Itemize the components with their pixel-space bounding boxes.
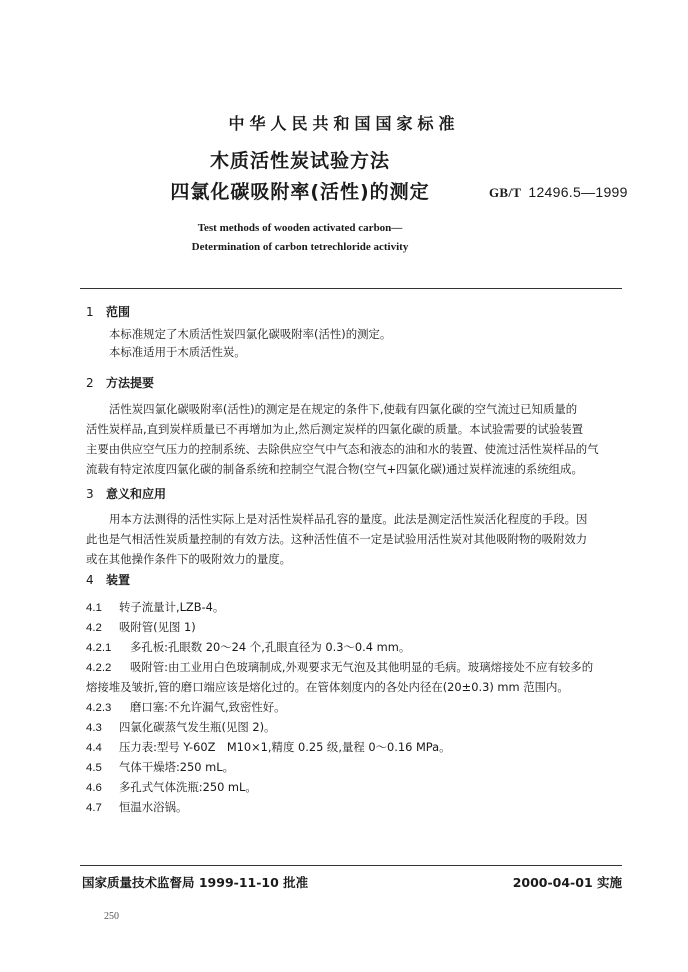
section-4-heading: [86, 571, 130, 588]
item-4-2: [86, 619, 196, 635]
section-number: 1: [86, 305, 94, 319]
section-title: 装置: [106, 573, 131, 587]
item-4-6: [86, 779, 257, 795]
item-text: 吸附管:由工业用白色玻璃制成,外观要求无气泡及其他明显的毛病。玻璃熔接处不应有较多的: [130, 660, 594, 674]
item-text: 吸附管(见图 1): [119, 620, 196, 634]
paragraph-line: 流载有特定浓度四氯化碳的制备系统和控制空气混合物(空气+四氯化碳)通过炭样流速的系统组成。: [86, 462, 583, 476]
section-number: 3: [86, 487, 94, 501]
item-number: 4.5: [86, 762, 102, 774]
item-text: 多孔式气体洗瓶:250 mL。: [119, 780, 257, 794]
item-text: 恒温水浴锅。: [119, 800, 188, 814]
standard-number: 12496.5—1999: [528, 184, 628, 200]
title-en-line1: Test methods of wooden activated carbon—: [197, 222, 403, 234]
item-number: 4.1: [86, 602, 102, 614]
item-text: 四氯化碳蒸气发生瓶(见图 2)。: [119, 720, 276, 734]
item-text: 转子流量计,LZB-4。: [119, 600, 225, 614]
item-4-2-3: [86, 699, 286, 715]
paragraph-line: 用本方法测得的活性实际上是对活性炭样品孔容的量度。此法是测定活性炭活化程度的手段。因: [109, 512, 588, 526]
header-divider: [80, 288, 622, 289]
item-number: 4.6: [86, 782, 102, 794]
section-2-body: [86, 399, 622, 479]
paragraph-line: 此也是气相活性炭质量控制的有效方法。这种活性值不一定是试验用活性炭对其他吸附物的吸附效力: [86, 532, 588, 546]
item-text: 压力表:型号 Y-60Z M10×1,精度 0.25 级,量程 0～0.16 MPa。: [119, 740, 451, 754]
item-number: 4.2.3: [86, 702, 112, 714]
paragraph-line: 活性炭样品,直到炭样质量已不再增加为止,然后测定炭样的四氯化碳的质量。本试验需要的试验装置: [86, 422, 584, 436]
standard-prefix: GB/T: [489, 185, 522, 200]
item-number: 4.3: [86, 722, 102, 734]
item-4-2-2: [86, 659, 593, 675]
item-number: 4.2: [86, 622, 102, 634]
section-1-body: [86, 324, 622, 362]
item-4-1: [86, 599, 224, 615]
section-number: 2: [86, 376, 94, 390]
title-cn-line2: 四氯化碳吸附率(活性)的测定: [170, 181, 430, 203]
section-2-heading: [86, 374, 154, 391]
item-4-5: [86, 759, 234, 775]
item-text: 多孔板:孔眼数 20～24 个,孔眼直径为 0.3～0.4 mm。: [130, 640, 411, 654]
item-text: 磨口塞:不允许漏气,致密性好。: [130, 700, 286, 714]
item-4-4: [86, 739, 451, 755]
item-number: 4.2.1: [86, 642, 112, 654]
paragraph-line: 或在其他操作条件下的吸附效力的量度。: [86, 552, 292, 566]
section-title: 范围: [106, 305, 131, 319]
standard-code: [489, 184, 628, 201]
item-number: 4.4: [86, 742, 102, 754]
item-text: 熔接堆及皱折,管的磨口端应该是熔化过的。在管体刻度内的各处内径在(20±0.3) mm 范围内。: [86, 680, 569, 694]
item-4-2-2-continued: [86, 679, 569, 695]
section-title: 意义和应用: [106, 487, 167, 501]
national-standard-heading: 中华人民共和国国家标准: [228, 114, 460, 133]
item-4-7: [86, 799, 187, 815]
item-4-3: [86, 719, 275, 735]
item-number: 4.2.2: [86, 662, 112, 674]
section-3-body: [86, 509, 622, 569]
approval-date: 国家质量技术监督局 1999-11-10 批准: [82, 875, 309, 890]
footer-divider: [80, 865, 622, 866]
paragraph-line: 本标准规定了木质活性炭四氯化碳吸附率(活性)的测定。: [109, 327, 392, 341]
title-cn-line1: 木质活性炭试验方法: [209, 150, 390, 172]
item-number: 4.7: [86, 802, 102, 814]
paragraph-line: 本标准适用于木质活性炭。: [109, 345, 246, 359]
paragraph-line: 活性炭四氯化碳吸附率(活性)的测定是在规定的条件下,使载有四氯化碳的空气流过已知质量的: [109, 402, 578, 416]
section-3-heading: [86, 485, 166, 502]
title-en-line2: Determination of carbon tetrechloride activity: [191, 241, 409, 253]
page-number: 250: [104, 911, 119, 922]
item-text: 气体干燥塔:250 mL。: [119, 760, 234, 774]
section-number: 4: [86, 573, 94, 587]
implementation-date: 2000-04-01 实施: [512, 875, 622, 890]
section-1-heading: [86, 303, 130, 320]
section-title: 方法提要: [106, 376, 155, 390]
paragraph-line: 主要由供应空气压力的控制系统、去除供应空气中气态和液态的油和水的装置、使流过活性炭样品的气: [86, 442, 599, 456]
item-4-2-1: [86, 639, 410, 655]
